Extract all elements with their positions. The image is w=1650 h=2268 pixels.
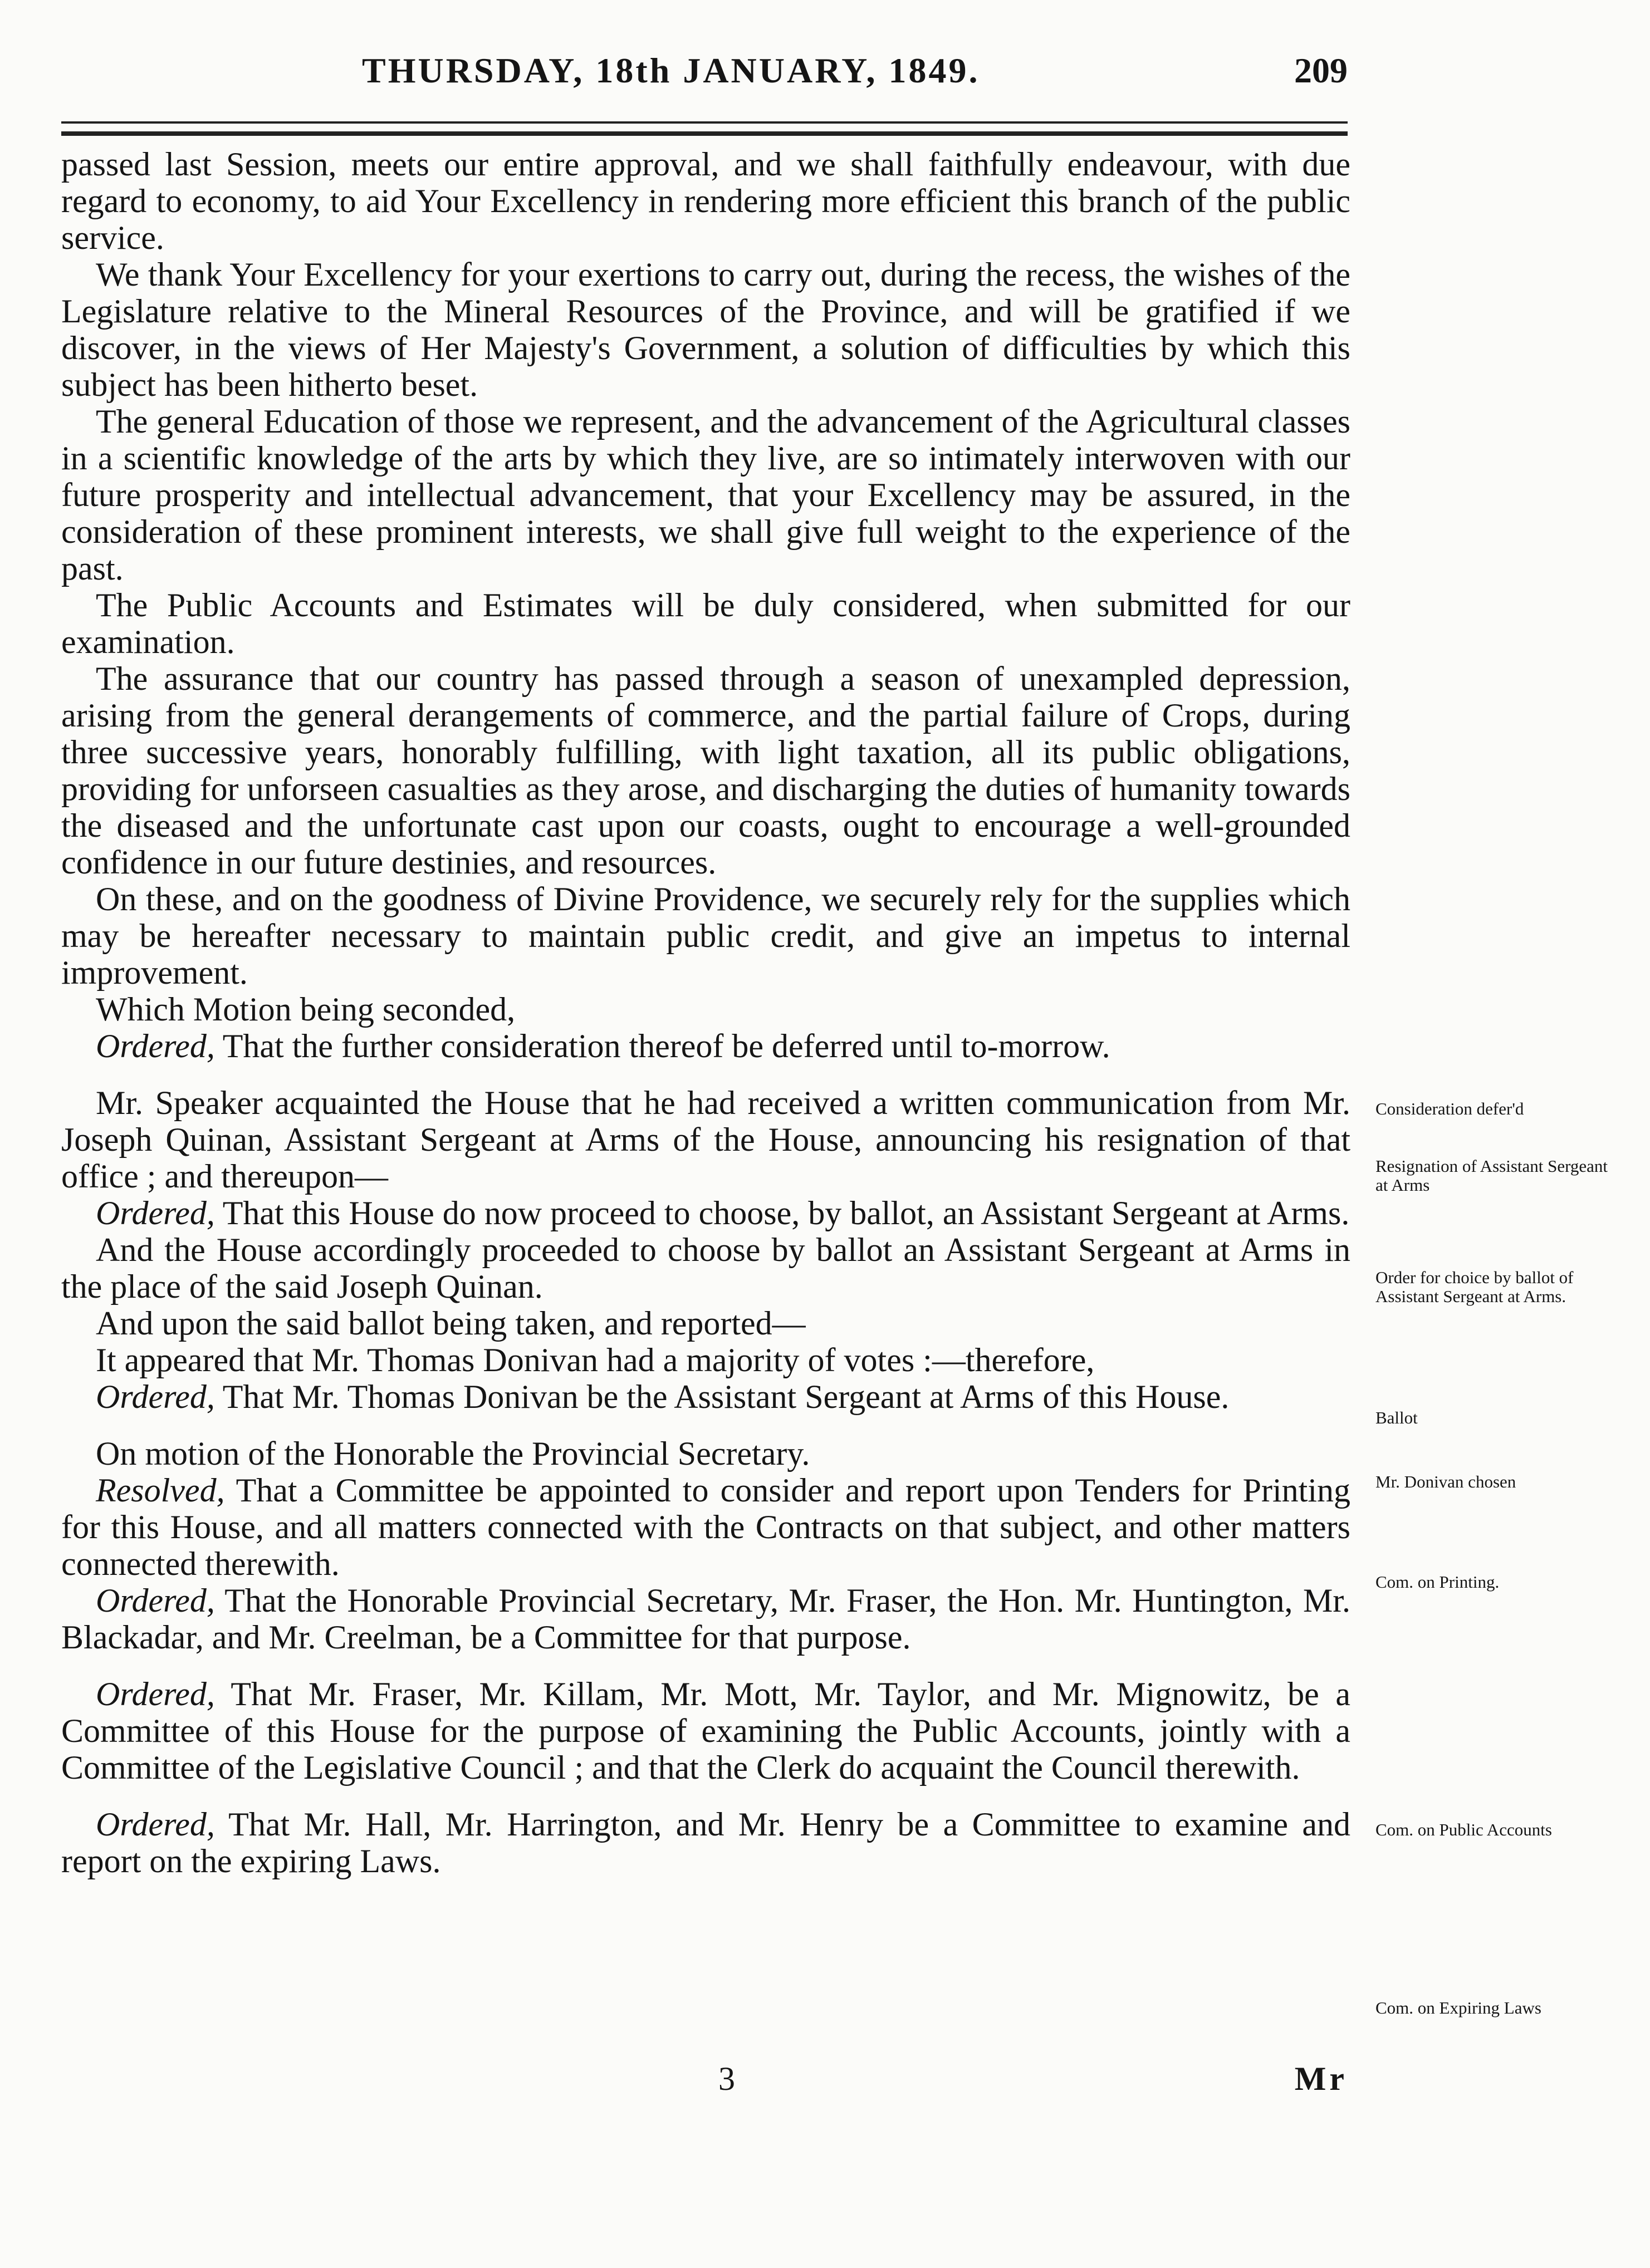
resolution-paragraph: Resolved, That a Committee be appointed to consider and report upon Tenders for Printing for this House, and all matters connected with the Contracts on that subject, and other matters connected therewith. xyxy=(61,1472,1350,1582)
margin-note: Consideration defer'd xyxy=(1375,1099,1524,1118)
paragraph: And the House accordingly proceeded to choose by ballot an Assistant Sergeant at Arms in the place of the said Joseph Quinan. xyxy=(61,1231,1350,1305)
margin-note: Com. on Public Accounts xyxy=(1375,1820,1552,1839)
paragraph: On motion of the Honorable the Provincial Secretary. xyxy=(96,1435,810,1472)
order-paragraph: Ordered, That Mr. Thomas Donivan be the Assistant Sergeant at Arms of this House. xyxy=(96,1378,1230,1415)
order-paragraph: Ordered, That this House do now proceed to choose, by ballot, an Assistant Sergeant at Arms. xyxy=(96,1195,1350,1231)
margin-note: Order for choice by ballot of Assistant Sergeant at Arms. xyxy=(1375,1268,1574,1306)
page-number: 209 xyxy=(1294,51,1348,90)
catchword: Mr xyxy=(1294,2060,1348,2097)
page-header xyxy=(61,50,1348,100)
margin-note: Resignation of Assistant Sergeant at Arms xyxy=(1375,1156,1608,1195)
margin-note: Com. on Expiring Laws xyxy=(1375,1998,1541,2017)
margin-note: Com. on Printing. xyxy=(1375,1572,1500,1592)
paragraph: The assurance that our country has passed through a season of unexampled depression, arising from the general derangements of commerce, and the partial failure of Crops, during three successive years, honorably fulfilling, with light taxation, all its public obligations, providing for unforseen casualties as they arose, and discharging the duties of humanity towards the diseased and the unfortunate cast upon our coasts, ought to encourage a well-grounded confidence in our future destinies, and resources. xyxy=(61,660,1350,881)
order-paragraph: Ordered, That Mr. Hall, Mr. Harrington, and Mr. Henry be a Committee to examine and report on the expiring Laws. xyxy=(61,1806,1350,1879)
journal-body xyxy=(61,146,1350,1879)
page-footer xyxy=(61,2060,1348,2104)
signature-mark: 3 xyxy=(718,2060,735,2097)
page-title: THURSDAY, 18th JANUARY, 1849. xyxy=(362,51,980,90)
order-paragraph: Ordered, That the further consideration thereof be deferred until to-morrow. xyxy=(96,1028,1110,1064)
header-rule xyxy=(61,121,1348,136)
paragraph: Which Motion being seconded, xyxy=(96,991,516,1028)
order-paragraph: Ordered, That the Honorable Provincial Secretary, Mr. Fraser, the Hon. Mr. Huntington, Mr. Blackadar, and Mr. Creelman, be a Committee for that purpose. xyxy=(61,1582,1350,1656)
margin-note: Ballot xyxy=(1375,1408,1418,1427)
paragraph: passed last Session, meets our entire approval, and we shall faithfully endeavour, with due regard to economy, to aid Your Excellency in rendering more efficient this branch of the public service. xyxy=(61,146,1350,256)
margin-note: Mr. Donivan chosen xyxy=(1375,1472,1516,1491)
paragraph: And upon the said ballot being taken, and reported— xyxy=(96,1305,806,1342)
paragraph: It appeared that Mr. Thomas Donivan had a majority of votes :—therefore, xyxy=(96,1342,1095,1378)
order-paragraph: Ordered, That Mr. Fraser, Mr. Killam, Mr. Mott, Mr. Taylor, and Mr. Mignowitz, be a Committee of this House for the purpose of examining the Public Accounts, jointly with a Committee of the Legislative Council ; and that the Clerk do acquaint the Council therewith. xyxy=(61,1676,1350,1786)
paragraph: We thank Your Excellency for your exertions to carry out, during the recess, the wishes of the Legislature relative to the Mineral Resources of the Province, and will be gratified if we discover, in the views of Her Majesty's Government, a solution of difficulties by which this subject has been hitherto beset. xyxy=(61,256,1350,403)
paragraph: The general Education of those we represent, and the advancement of the Agricultural classes in a scientific knowledge of the arts by which they live, are so intimately interwoven with our future prosperity and intellectual advancement, that your Excellency may be assured, in the consideration of these prominent interests, we shall give full weight to the experience of the past. xyxy=(61,403,1350,587)
paragraph: Mr. Speaker acquainted the House that he had received a written communication from Mr. Joseph Quinan, Assistant Sergeant at Arms of the House, announcing his resignation of that office ; and thereupon— xyxy=(61,1084,1350,1195)
paragraph: The Public Accounts and Estimates will be duly considered, when submitted for our examination. xyxy=(61,587,1350,660)
paragraph: On these, and on the goodness of Divine Providence, we securely rely for the supplies which may be hereafter necessary to maintain public credit, and give an impetus to internal improvement. xyxy=(61,881,1350,991)
